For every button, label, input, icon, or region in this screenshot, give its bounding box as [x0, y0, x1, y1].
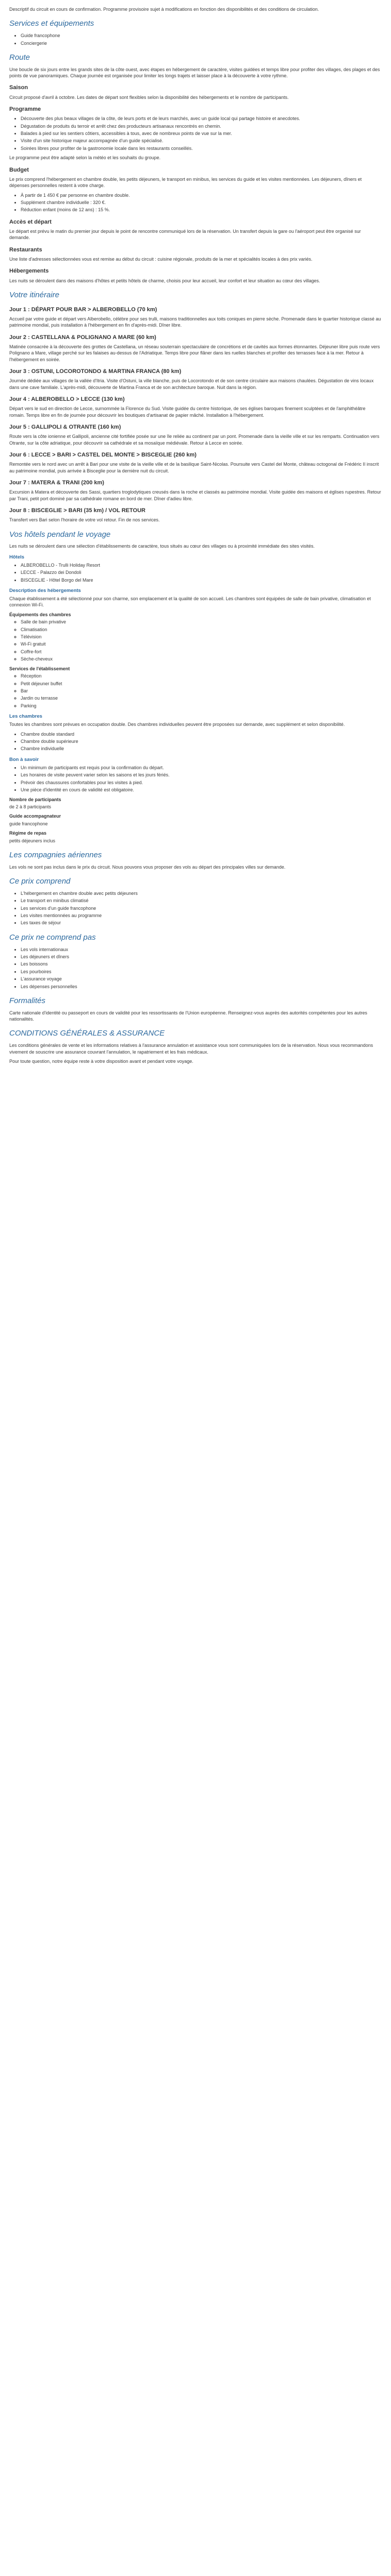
- day-text: Journée dédiée aux villages de la vallée d'Itria. Visite d'Ostuni, la ville blanche, puis de Locorotondo et de son centre circulaire aux maisons chaulées. Dégustation de vins locaux dans une cave familiale. L'après-midi, découverte de Martina Franca et de son architecture baroque. Nuit dans la région.: [9, 378, 374, 390]
- guide-value: guide francophone: [9, 821, 48, 826]
- note-item: • Un minimum de participants est requis pour la confirmation du départ.: [21, 765, 382, 771]
- meals-value: petits déjeuners inclus: [9, 838, 56, 843]
- day-text: Remontée vers le nord avec un arrêt à Bari pour une visite de la vieille ville et de la basilique Saint-Nicolas. Poursuite vers Castel del Monte, château octogonal de Frédéric II inscrit au patrimoine mondial, puis arrivée à Bisceglie pour la dernière nuit du circuit.: [9, 462, 379, 473]
- rooms-title: Hébergements: [9, 268, 49, 275]
- day-text: Route vers la côte ionienne et Gallipoli, ancienne cité fortifiée posée sur une île reliée au continent par un pont. Promenade dans la vieille ville et sur les remparts. Continuation vers Otrante, sur la côte adriatique, pour découvrir sa cathédrale et sa mosaïque médiévale. Retour à Lecce en soirée.: [9, 434, 380, 446]
- hotel-detail-text: Chaque établissement a été sélectionné pour son charme, son emplacement et la qualité de son accueil. Les chambres sont équipées de salle de bain privative, climatisation et connexion Wi-Fi.: [9, 596, 371, 608]
- note-item: • Les horaires de visite peuvent varier selon les saisons et les jours fériés.: [21, 772, 382, 778]
- day-title: Jour 2 : CASTELLANA & POLIGNANO A MARE (60 km): [9, 334, 156, 341]
- program-item: • Visite d'un site historique majeur accompagnée d'un guide spécialisé.: [21, 138, 382, 144]
- day-title: Jour 8 : BISCEGLIE > BARI (35 km) / VOL RETOUR: [9, 507, 145, 514]
- notprice-list: [9, 946, 382, 990]
- budget-prices: [9, 192, 382, 213]
- partners-title: Les compagnies aériennes: [9, 851, 102, 860]
- price-item: • Le transport en minibus climatisé: [21, 897, 382, 904]
- hotel-detail-title: Description des hébergements: [9, 587, 81, 594]
- note-title: Bon à savoir: [9, 756, 39, 762]
- budget-price: • À partir de 1 450 € par personne en chambre double.: [21, 192, 382, 198]
- itinerary-day: [9, 451, 382, 474]
- restaurants-text: Une liste d'adresses sélectionnées vous est remise au début du circuit : cuisine régionale, produits de la mer et spécialités locales à des prix variés.: [9, 256, 313, 262]
- room-type: • Chambre individuelle: [21, 745, 382, 752]
- hotel-item: • BISCEGLIE - Hôtel Borgo del Mare: [21, 577, 382, 583]
- itinerary-day: [9, 423, 382, 446]
- room-type: • Chambre double standard: [21, 731, 382, 737]
- day-title: Jour 5 : GALLIPOLI & OTRANTE (160 km): [9, 423, 121, 430]
- conditions-title: CONDITIONS GÉNÉRALES & ASSURANCE: [9, 1029, 165, 1038]
- program-list: [9, 115, 382, 151]
- services-list: [9, 32, 382, 46]
- budget-price: • Supplément chambre individuelle : 320 €.: [21, 199, 382, 206]
- access-text: Le départ est prévu le matin du premier jour depuis le point de rencontre communiqué lors de la réservation. Un transfert depuis la gare ou l'aéroport peut être organisé sur demande.: [9, 228, 361, 241]
- itinerary-day: [9, 396, 382, 418]
- insurance-text: Carte nationale d'identité ou passeport en cours de validité pour les ressortissants de l'Union européenne. Renseignez-vous auprès des autorités compétentes pour les autres nationalités.: [9, 1010, 367, 1022]
- services-item: • Guide francophone: [21, 32, 382, 39]
- included-title: Vos hôtels pendant le voyage: [9, 530, 111, 539]
- room-types-list: [9, 731, 382, 752]
- intro-text: Descriptif du circuit en cours de confirmation. Programme provisoire sujet à modifications en fonction des disponibilités et des conditions de circulation.: [9, 7, 319, 12]
- program-note: Le programme peut être adapté selon la météo et les souhaits du groupe.: [9, 155, 161, 161]
- itinerary-day: [9, 479, 382, 502]
- hotel-feature: ◦ Télévision: [21, 634, 382, 640]
- notes-list: [9, 765, 382, 793]
- budget-text: Le prix comprend l'hébergement en chambre double, les petits déjeuners, le transport en minibus, les services du guide et les visites mentionnées. Les déjeuners, dîners et dépenses personnelles restent à votre charge.: [9, 176, 362, 189]
- itinerary-day: [9, 334, 382, 363]
- day-title: Jour 6 : LECCE > BARI > CASTEL DEL MONTE > BISCEGLIE (260 km): [9, 451, 197, 458]
- program-item: • Soirées libres pour profiter de la gastronomie locale dans les restaurants conseillés.: [21, 145, 382, 151]
- services-title: Services et équipements: [9, 19, 94, 28]
- itinerary-day: [9, 368, 382, 391]
- program-item: • Dégustation de produits du terroir et arrêt chez des producteurs artisanaux rencontrés en chemin.: [21, 123, 382, 129]
- hotel-feature: ◦ Wi-Fi gratuit: [21, 641, 382, 647]
- price-list: [9, 890, 382, 926]
- hotel-extra: ◦ Bar: [21, 688, 382, 694]
- price-item: • L'hébergement en chambre double avec petits déjeuners: [21, 890, 382, 896]
- note-item: • Une pièce d'identité en cours de validité est obligatoire.: [21, 787, 382, 793]
- footer-text: Pour toute question, notre équipe reste à votre disposition avant et pendant votre voyage.: [9, 1058, 193, 1064]
- price-item: • Les services d'un guide francophone: [21, 905, 382, 911]
- price-item: • Les visites mentionnées au programme: [21, 912, 382, 919]
- budget-title: Budget: [9, 166, 29, 173]
- rooms-text: Les nuits se déroulent dans des maisons d'hôtes et petits hôtels de charme, choisis pour leur accueil, leur confort et leur situation au cœur des villages.: [9, 278, 320, 283]
- group-title: Nombre de participants: [9, 796, 61, 802]
- seasons-title: Saison: [9, 84, 28, 91]
- notprice-item: • Les déjeuners et dîners: [21, 954, 382, 960]
- program-item: • Découverte des plus beaux villages de la côte, de leurs ports et de leurs marchés, avec un guide local qui partage histoire et anecdotes.: [21, 115, 382, 122]
- hotel-extra: ◦ Petit déjeuner buffet: [21, 681, 382, 687]
- hotel-feature: ◦ Climatisation: [21, 626, 382, 633]
- notprice-item: • Les vols internationaux: [21, 946, 382, 953]
- hotel-features-title: Équipements des chambres: [9, 612, 71, 617]
- notprice-item: • Les dépenses personnelles: [21, 984, 382, 990]
- price-title: Ce prix comprend: [9, 877, 71, 886]
- insurance-title: Formalités: [9, 996, 46, 1005]
- notprice-item: • Les pourboires: [21, 969, 382, 975]
- restaurants-title: Restaurants: [9, 246, 42, 253]
- hotel-extra: ◦ Parking: [21, 703, 382, 709]
- document-page: [0, 0, 391, 1064]
- guide-title: Guide accompagnateur: [9, 814, 61, 819]
- day-text: Matinée consacrée à la découverte des grottes de Castellana, un réseau souterrain spectaculaire de concrétions et de cavités aux formes étonnantes. Déjeuner libre puis route vers Polignano a Mare, village perché sur les falaises au-dessus de l'Adriatique. Temps libre pour flâner dans les ruelles blanches et profiter des terrasses face à la mer. Retour à l'hébergement en soirée.: [9, 344, 380, 362]
- access-title: Accès et départ: [9, 218, 52, 225]
- hotel-feature: ◦ Salle de bain privative: [21, 619, 382, 625]
- day-text: Excursion à Matera et découverte des Sassi, quartiers troglodytiques creusés dans la roche et classés au patrimoine mondial. Visite guidée des maisons et églises rupestres. Retour par Trani, petit port dominé par sa cathédrale romane en bord de mer. Dîner d'adieu libre.: [9, 489, 381, 501]
- day-text: Accueil par votre guide et départ vers Alberobello, célèbre pour ses trulli, maisons traditionnelles aux toits coniques en pierre sèche. Promenade dans le quartier historique classé au patrimoine mondial, puis installation à l'hébergement en fin d'après-midi. Dîner libre.: [9, 316, 381, 328]
- meals-title: Régime de repas: [9, 831, 47, 836]
- day-title: Jour 7 : MATERA & TRANI (200 km): [9, 479, 104, 486]
- itinerary-day: [9, 507, 382, 523]
- conditions-text: Les conditions générales de vente et les informations relatives à l'assurance annulation et assistance vous sont communiquées lors de la réservation. Nous vous recommandons vivement de souscrire une assurance couvrant l'annulation, le rapatriement et les frais médicaux.: [9, 1043, 373, 1055]
- route-title: Route: [9, 53, 30, 62]
- rooms-section-title: Les chambres: [9, 714, 42, 720]
- notprice-item: • Les boissons: [21, 961, 382, 967]
- hotel-extra: ◦ Réception: [21, 673, 382, 679]
- hotel-item: • ALBEROBELLO - Trulli Holiday Resort: [21, 562, 382, 568]
- notprice-title: Ce prix ne comprend pas: [9, 933, 96, 942]
- included-text: Les nuits se déroulent dans une sélection d'établissements de caractère, tous situés au cœur des villages ou à proximité immédiate des sites visités.: [9, 544, 315, 549]
- hotel-feature: ◦ Coffre-fort: [21, 649, 382, 655]
- route-text: Une boucle de six jours entre les grands sites de la côte ouest, avec étapes en hébergement de caractère, visites guidées et temps libre pour profiter des villages, des plages et des points de vue panoramiques. Chaque journée est organisée pour limiter les longs trajets et laisser place à la découverte à votre rythme.: [9, 66, 380, 78]
- day-title: Jour 4 : ALBEROBELLO > LECCE (130 km): [9, 396, 125, 402]
- hotels-title: Hôtels: [9, 554, 25, 560]
- hotel-extra-list: [9, 673, 382, 709]
- itinerary-title: Votre itinéraire: [9, 290, 59, 299]
- room-type: • Chambre double supérieure: [21, 738, 382, 744]
- services-item: • Conciergerie: [21, 40, 382, 46]
- partners-text: Les vols ne sont pas inclus dans le prix du circuit. Nous pouvons vous proposer des vols au départ des principales villes sur demande.: [9, 864, 286, 870]
- group-value: de 2 à 8 participants: [9, 804, 52, 809]
- day-title: Jour 1 : DÉPART POUR BAR > ALBEROBELLO (70 km): [9, 306, 157, 313]
- hotel-feature: ◦ Sèche-cheveux: [21, 656, 382, 662]
- notprice-item: • L'assurance voyage: [21, 976, 382, 982]
- program-item: • Balades à pied sur les sentiers côtiers, accessibles à tous, avec de nombreux points de vue sur la mer.: [21, 130, 382, 137]
- seasons-text: Circuit proposé d'avril à octobre. Les dates de départ sont flexibles selon la disponibilité des hébergements et le nombre de participants.: [9, 94, 289, 100]
- program-title: Programme: [9, 106, 41, 112]
- hotel-extra-title: Services de l'établissement: [9, 666, 70, 671]
- note-item: • Prévoir des chaussures confortables pour les visites à pied.: [21, 779, 382, 786]
- hotel-item: • LECCE - Palazzo dei Dondoli: [21, 569, 382, 575]
- hotels-list: [9, 562, 382, 583]
- itinerary-day: [9, 306, 382, 329]
- hotel-features-list: [9, 619, 382, 662]
- hotel-extra: ◦ Jardin ou terrasse: [21, 695, 382, 701]
- day-text: Départ vers le sud en direction de Lecce, surnommée la Florence du Sud. Visite guidée du centre historique, de ses églises baroques finement sculptées et de l'amphithéâtre romain. Temps libre en fin de journée pour découvrir les boutiques d'artisanat de papier mâché. Installation à l'hébergement.: [9, 406, 366, 418]
- day-text: Transfert vers Bari selon l'horaire de votre vol retour. Fin de nos services.: [9, 517, 160, 523]
- rooms-section-text: Toutes les chambres sont prévues en occupation double. Des chambres individuelles peuvent être proposées sur demande, avec supplément et selon disponibilité.: [9, 722, 345, 727]
- price-item: • Les taxes de séjour: [21, 920, 382, 926]
- day-title: Jour 3 : OSTUNI, LOCOROTONDO & MARTINA FRANCA (80 km): [9, 368, 182, 375]
- budget-price: • Réduction enfant (moins de 12 ans) : 15 %.: [21, 207, 382, 213]
